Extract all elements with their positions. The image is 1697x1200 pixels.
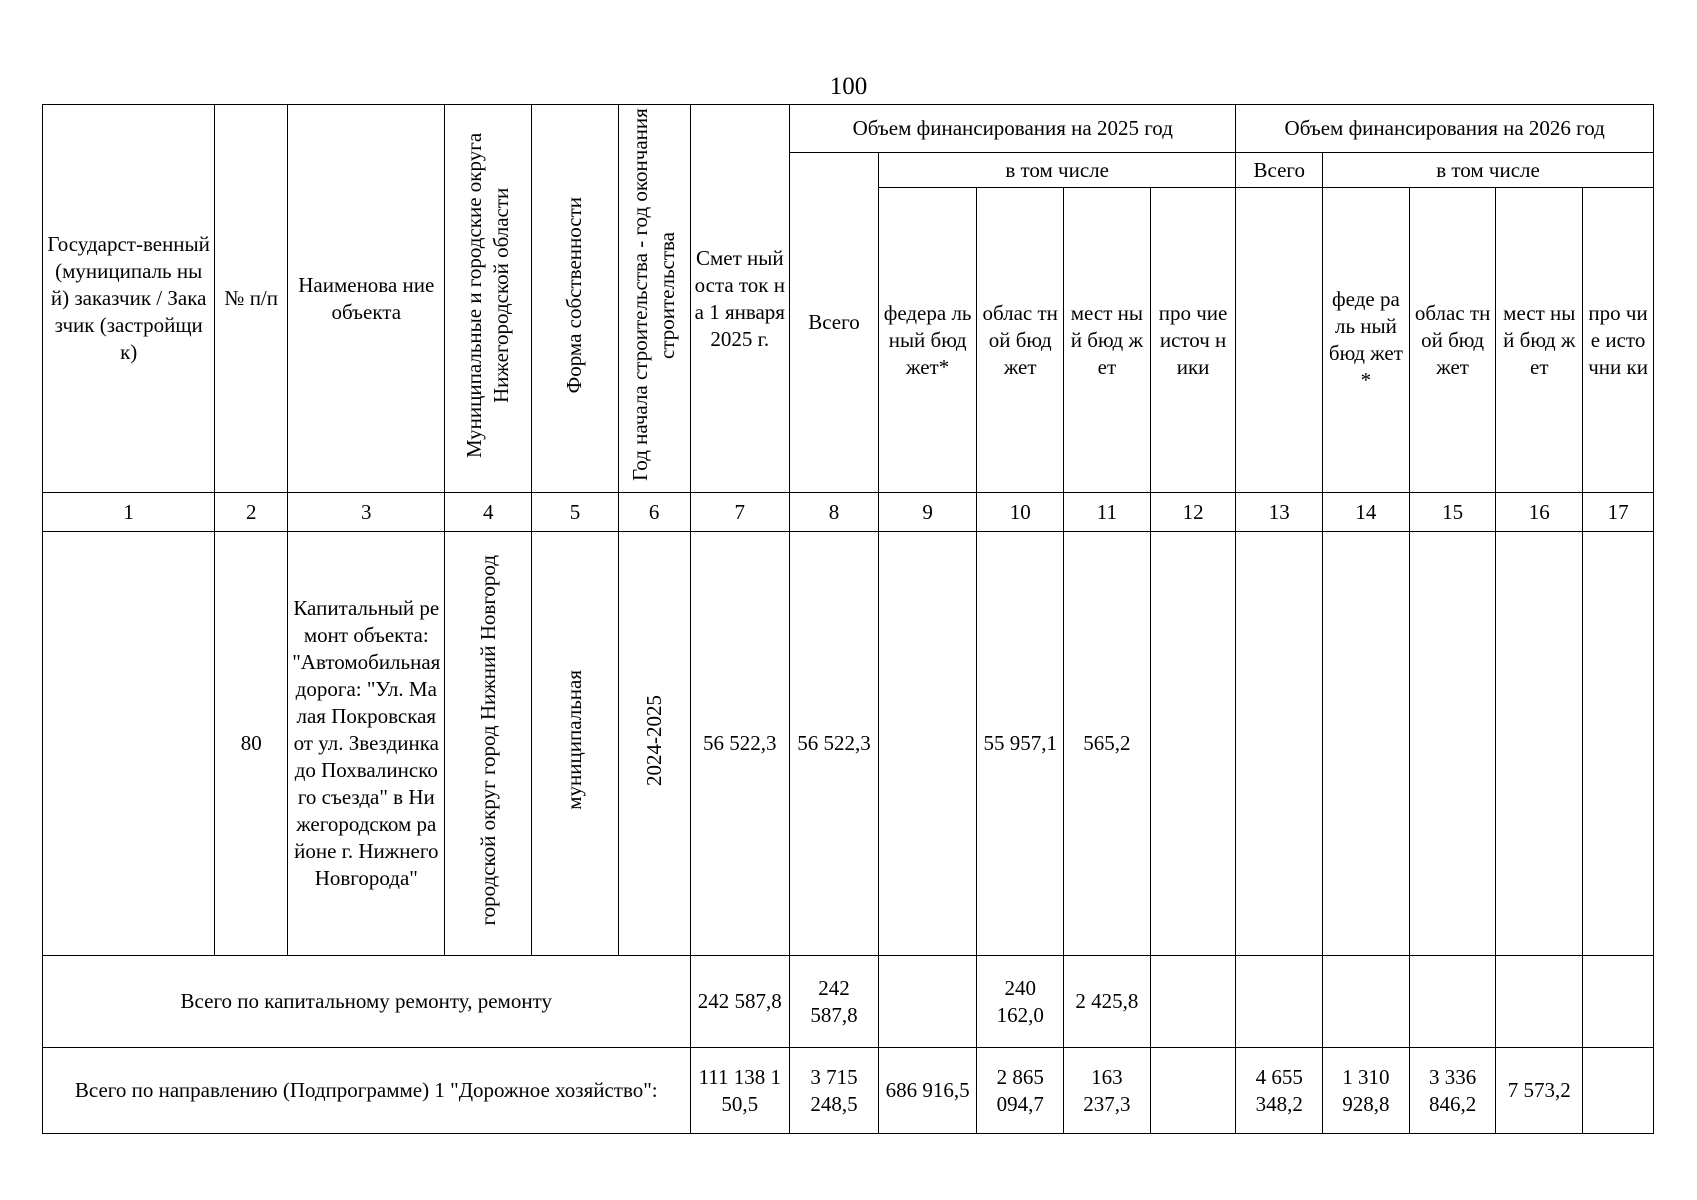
total-remaining: 242 587,8 [690,956,790,1048]
header-ownership: Форма собственности [562,196,587,394]
row-ownership-cell [532,532,619,956]
row-years-cell [618,532,690,956]
header-oth-2025: про чие источ ники [1150,188,1236,493]
total-fed-2025 [878,956,976,1048]
total-reg-2026: 3 336 846,2 [1409,1048,1496,1134]
header-total-2026: Всего [1236,153,1323,188]
row-number: 80 [215,532,288,956]
total-oth-2026 [1583,1048,1654,1134]
row-reg-2026 [1409,532,1496,956]
row-municipality: городской округ город Нижний Новгород [475,554,500,926]
total-remaining: 111 138 150,5 [690,1048,790,1134]
header-years-cell [618,105,690,493]
total-label: Всего по капитальному ремонту, ремонту [43,956,691,1048]
total-loc-2026 [1496,956,1583,1048]
header-oth-2026: про чие исто чни ки [1583,188,1654,493]
column-number: 9 [878,493,976,532]
column-number: 11 [1064,493,1151,532]
total-row [43,956,1654,1048]
column-number: 17 [1583,493,1654,532]
financing-table [42,104,1654,1134]
row-fed-2025 [878,532,976,956]
total-fed-2026 [1323,956,1410,1048]
header-total-2025: Всего [790,153,879,493]
total-total-2026 [1236,956,1323,1048]
row-municipality-cell [445,532,532,956]
total-oth-2025 [1150,956,1236,1048]
header-incl-2025: в том числе [878,153,1236,188]
column-number: 7 [690,493,790,532]
column-number: 2 [215,493,288,532]
column-number: 16 [1496,493,1583,532]
row-remaining: 56 522,3 [690,532,790,956]
header-incl-2026: в том числе [1323,153,1654,188]
header-municipality: Муниципальные и городские округа Нижегородской области [462,132,514,458]
column-number-row [43,493,1654,532]
header-row-1 [43,105,1654,153]
total-row [43,1048,1654,1134]
header-loc-2026: мест ный бюд жет [1496,188,1583,493]
row-reg-2025: 55 957,1 [977,532,1064,956]
header-fin-2025: Объем финансирования на 2025 год [790,105,1236,153]
total-reg-2025: 2 865 094,7 [977,1048,1064,1134]
row-oth-2025 [1150,532,1236,956]
column-number: 15 [1409,493,1496,532]
column-number: 4 [445,493,532,532]
page-number: 100 [829,73,868,100]
header-ownership-cell [532,105,619,493]
table-row [43,532,1654,956]
column-number: 8 [790,493,879,532]
header-number: № п/п [215,105,288,493]
total-loc-2026: 7 573,2 [1496,1048,1583,1134]
row-total-2026 [1236,532,1323,956]
total-oth-2025 [1150,1048,1236,1134]
column-number: 12 [1150,493,1236,532]
header-fed-2025: федера льный бюд жет* [878,188,976,493]
total-fed-2025: 686 916,5 [878,1048,976,1134]
header-total-2026-blank [1236,188,1323,493]
total-label: Всего по направлению (Подпрограмме) 1 "Дорожное хозяйство": [43,1048,691,1134]
column-number: 10 [977,493,1064,532]
row-fed-2026 [1323,532,1410,956]
header-remaining: Смет ный оста ток на 1 января 2025 г. [690,105,790,493]
row-customer [43,532,215,956]
header-reg-2026: облас тной бюд жет [1409,188,1496,493]
row-loc-2025: 565,2 [1064,532,1151,956]
row-oth-2026 [1583,532,1654,956]
header-reg-2025: облас тной бюд жет [977,188,1064,493]
header-fed-2026: феде раль ный бюд жет* [1323,188,1410,493]
header-object-name: Наименова ние объекта [288,105,445,493]
column-number: 13 [1236,493,1323,532]
row-total-2025: 56 522,3 [790,532,879,956]
total-total-2026: 4 655 348,2 [1236,1048,1323,1134]
total-reg-2025: 240 162,0 [977,956,1064,1048]
column-number: 6 [618,493,690,532]
row-ownership: муниципальная [562,670,587,810]
total-oth-2026 [1583,956,1654,1048]
total-fed-2026: 1 310 928,8 [1323,1048,1410,1134]
header-fin-2026: Объем финансирования на 2026 год [1236,105,1654,153]
header-customer: Государст-венный (муниципаль ный) заказчик / Заказчик (застройщик) [43,105,215,493]
total-reg-2026 [1409,956,1496,1048]
row-loc-2026 [1496,532,1583,956]
column-number: 3 [288,493,445,532]
total-loc-2025: 2 425,8 [1064,956,1151,1048]
row-object-name: Капитальный ремонт объекта: "Автомобильная дорога: "Ул. Малая Покровская от ул. Звездинка до Похвалинского съезда" в Нижегородском районе г. Нижнего Новгорода" [288,532,445,956]
total-loc-2025: 163 237,3 [1064,1048,1151,1134]
total-total-2025: 242 587,8 [790,956,879,1048]
column-number: 1 [43,493,215,532]
total-total-2025: 3 715 248,5 [790,1048,879,1134]
row-years: 2024-2025 [641,694,666,786]
header-loc-2025: мест ный бюд жет [1064,188,1151,493]
column-number: 14 [1323,493,1410,532]
column-number: 5 [532,493,619,532]
header-municipality-cell [445,105,532,493]
header-years: Год начала строительства - год окончания строительства [628,108,680,482]
